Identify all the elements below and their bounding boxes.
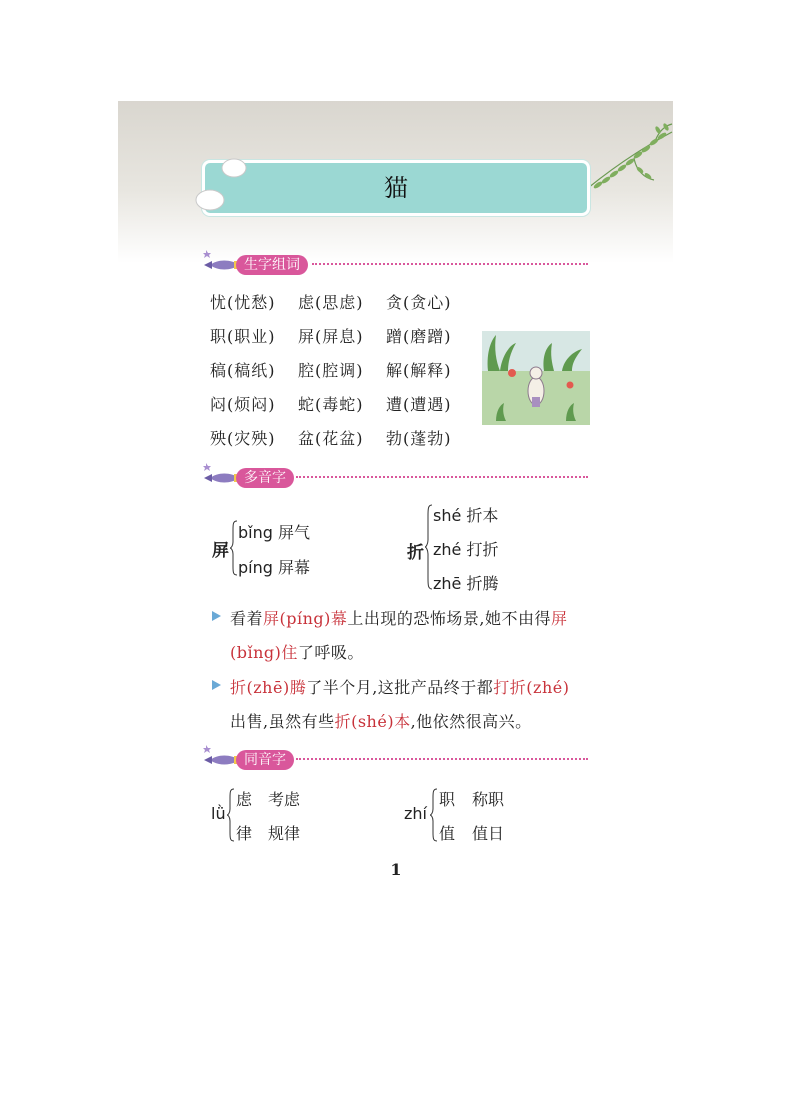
homophone-pinyin: zhí bbox=[404, 804, 427, 823]
sentence-highlight: (bǐng)住 bbox=[230, 643, 298, 662]
section-label-vocab: 生字组词 bbox=[236, 255, 308, 275]
left-brace-icon bbox=[430, 788, 438, 842]
vocab-item: 贪(贪心) bbox=[386, 293, 452, 312]
dotted-divider bbox=[296, 476, 588, 478]
section-label-polyphone: 多音字 bbox=[236, 468, 294, 488]
bullet-triangle-icon bbox=[212, 680, 221, 690]
sentence-part: 看着 bbox=[230, 609, 264, 628]
leaf-decoration-icon bbox=[584, 122, 674, 197]
vocab-item: 盆(花盆) bbox=[298, 429, 364, 448]
sentence-highlight: 打折(zhé) bbox=[493, 678, 570, 697]
example-sentence bbox=[230, 675, 570, 698]
homophone-char: 值 bbox=[439, 824, 456, 843]
sentence-part: 出售,虽然有些 bbox=[230, 712, 335, 731]
example-sentence-cont bbox=[230, 709, 532, 732]
vocab-item: 忧(忧愁) bbox=[210, 293, 276, 312]
sentence-part: ,他依然很高兴。 bbox=[410, 712, 532, 731]
left-brace-icon bbox=[230, 520, 238, 576]
example-sentence bbox=[230, 606, 568, 629]
vocab-item: 蹭(磨蹭) bbox=[386, 327, 452, 346]
polyphone-reading: zhé 打折 bbox=[433, 540, 499, 559]
section-head-vocab bbox=[200, 253, 592, 277]
dotted-divider bbox=[296, 758, 588, 760]
vocab-item: 腔(腔调) bbox=[298, 361, 364, 380]
sentence-highlight: 屏 bbox=[551, 609, 568, 628]
polyphone-char-zhe: 折 bbox=[407, 543, 424, 563]
vocab-item: 闷(烦闷) bbox=[210, 395, 276, 414]
section-head-homophone bbox=[200, 748, 592, 772]
section-label-homophone: 同音字 bbox=[236, 750, 294, 770]
homophone-char: 律 bbox=[236, 824, 253, 843]
section-head-polyphone bbox=[200, 466, 592, 490]
page-number: 1 bbox=[390, 860, 402, 879]
vocab-item: 蛇(毒蛇) bbox=[298, 395, 364, 414]
sentence-highlight: 折(shé)本 bbox=[334, 712, 411, 731]
sentence-part: 了半个月,这批产品终于都 bbox=[306, 678, 494, 697]
polyphone-reading: bǐng 屏气 bbox=[238, 523, 310, 542]
dotted-divider bbox=[312, 263, 588, 265]
left-brace-icon bbox=[227, 788, 235, 842]
homophone-char: 职 bbox=[439, 790, 456, 809]
polyphone-reading: píng 屏幕 bbox=[238, 558, 310, 577]
vocab-item: 职(职业) bbox=[210, 327, 276, 346]
homophone-word: 规律 bbox=[268, 824, 301, 843]
sentence-part: 上出现的恐怖场景,她不由得 bbox=[347, 609, 552, 628]
bullet-triangle-icon bbox=[212, 611, 221, 621]
polyphone-reading: shé 折本 bbox=[433, 506, 499, 525]
vocab-item: 勃(蓬勃) bbox=[386, 429, 452, 448]
vocab-item: 殃(灾殃) bbox=[210, 429, 276, 448]
sentence-highlight: 屏(píng)幕 bbox=[263, 609, 348, 628]
vocab-item: 屏(屏息) bbox=[298, 327, 364, 346]
cloud-icon bbox=[192, 150, 252, 214]
homophone-char: 虑 bbox=[236, 790, 253, 809]
polyphone-char-ping: 屏 bbox=[212, 541, 229, 561]
vocab-item: 遭(遭遇) bbox=[386, 395, 452, 414]
vocab-item: 稿(稿纸) bbox=[210, 361, 276, 380]
homophone-word: 值日 bbox=[472, 824, 505, 843]
illustration-cat-garden bbox=[482, 331, 590, 425]
homophone-pinyin: lǜ bbox=[211, 804, 226, 823]
sentence-highlight: 折(zhē)腾 bbox=[230, 678, 307, 697]
example-sentence-cont bbox=[230, 640, 364, 663]
homophone-word: 称职 bbox=[472, 790, 505, 809]
left-brace-icon bbox=[425, 504, 433, 590]
homophone-word: 考虑 bbox=[268, 790, 301, 809]
vocab-item: 虑(思虑) bbox=[298, 293, 364, 312]
page-title: 猫 bbox=[384, 174, 408, 202]
polyphone-reading: zhē 折腾 bbox=[433, 574, 499, 593]
sentence-part: 了呼吸。 bbox=[297, 643, 364, 662]
vocab-item: 解(解释) bbox=[386, 361, 452, 380]
